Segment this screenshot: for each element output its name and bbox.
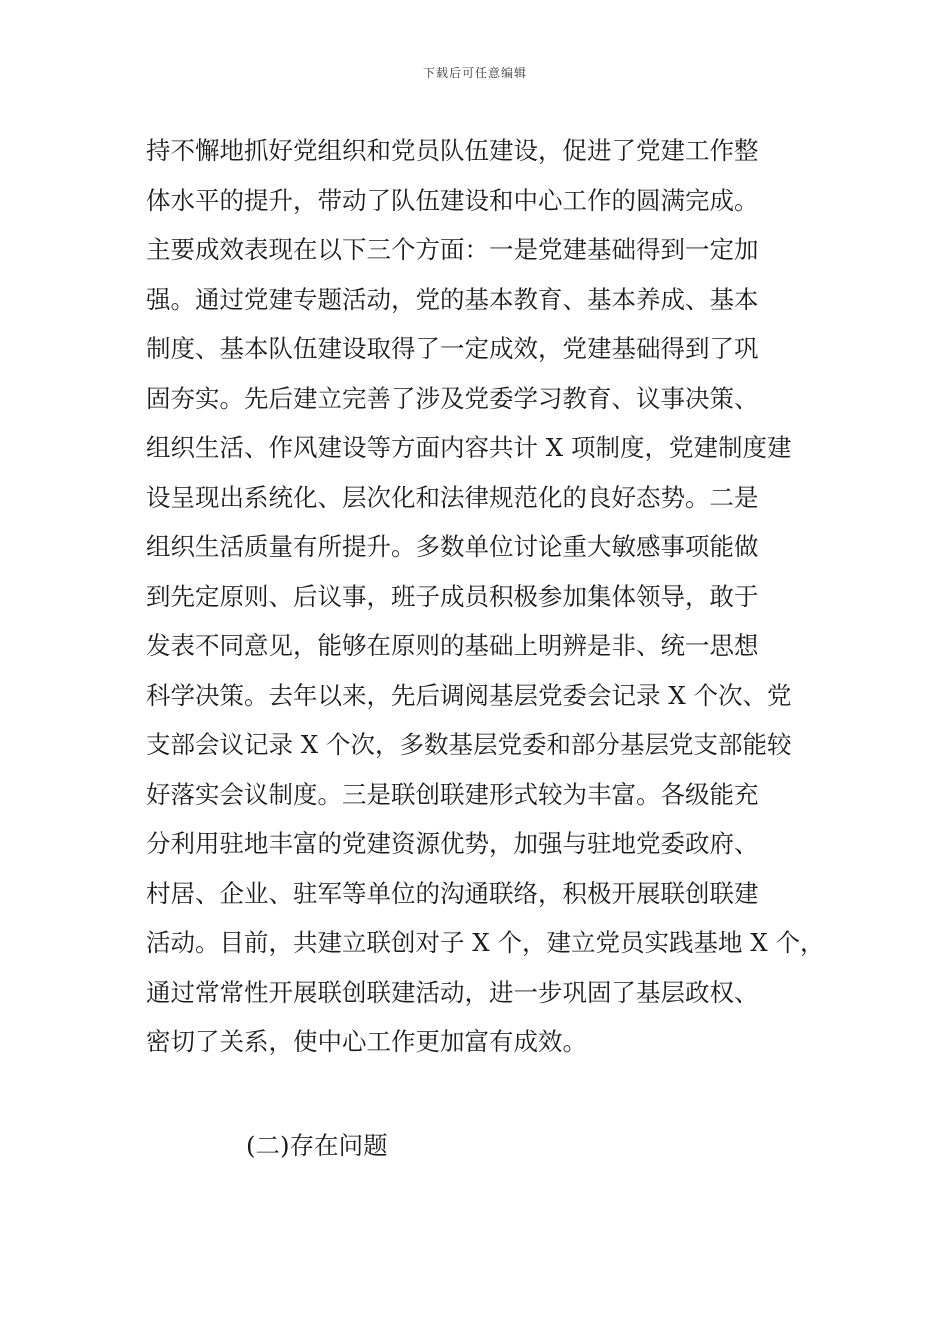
paragraph-line: 强。通过党建专题活动，党的基本教育、基本养成、基本: [146, 284, 759, 314]
paragraph-line: 分利用驻地丰富的党建资源优势，加强与驻地党委政府、: [146, 829, 759, 858]
paragraph-line: 好落实会议制度。三是联创联建形式较为丰富。各级能充: [146, 779, 759, 809]
paragraph-line: 科学决策。去年以来，先后调阅基层党委会记录 X 个次、党: [146, 680, 792, 710]
paragraph-line: 持不懈地抓好党组织和党员队伍建设，促进了党建工作整: [146, 136, 759, 165]
paragraph-line: 发表不同意见，能够在原则的基础上明辨是非、统一思想: [146, 631, 759, 660]
paragraph-line: 固夯实。先后建立完善了涉及党委学习教育、议事决策、: [146, 383, 759, 413]
paragraph-line: 密切了关系，使中心工作更加富有成效。: [146, 1027, 587, 1056]
paragraph-line: 到先定原则、后议事，班子成员积极参加集体领导，敢于: [146, 581, 759, 611]
paragraph-line: 村居、企业、驻军等单位的沟通联络，积极开展联创联建: [146, 878, 759, 908]
paragraph-line: 主要成效表现在以下三个方面：一是党建基础得到一定加: [146, 235, 759, 264]
paragraph-line: 组织生活质量有所提升。多数单位讨论重大敏感事项能做: [146, 532, 759, 561]
body-paragraph: [146, 126, 836, 1067]
paragraph-line: 支部会议记录 X 个次，多数基层党委和部分基层党支部能较: [146, 730, 792, 759]
paragraph-line: 组织生活、作风建设等方面内容共计 X 项制度，党建制度建: [146, 433, 792, 462]
paragraph-line: 活动。目前，共建立联创对子 X 个，建立党员实践基地 X 个，: [146, 928, 825, 957]
paragraph-line: 体水平的提升，带动了队伍建设和中心工作的圆满完成。: [146, 185, 759, 215]
page-header: 下载后可任意编辑: [422, 66, 527, 80]
paragraph-line: 通过常常性开展联创联建活动，进一步巩固了基层政权、: [146, 977, 759, 1007]
section-heading: (二)存在问题: [246, 1131, 388, 1160]
paragraph-line: 设呈现出系统化、层次化和法律规范化的良好态势。二是: [146, 482, 759, 512]
paragraph-line: 制度、基本队伍建设取得了一定成效，党建基础得到了巩: [146, 334, 759, 363]
